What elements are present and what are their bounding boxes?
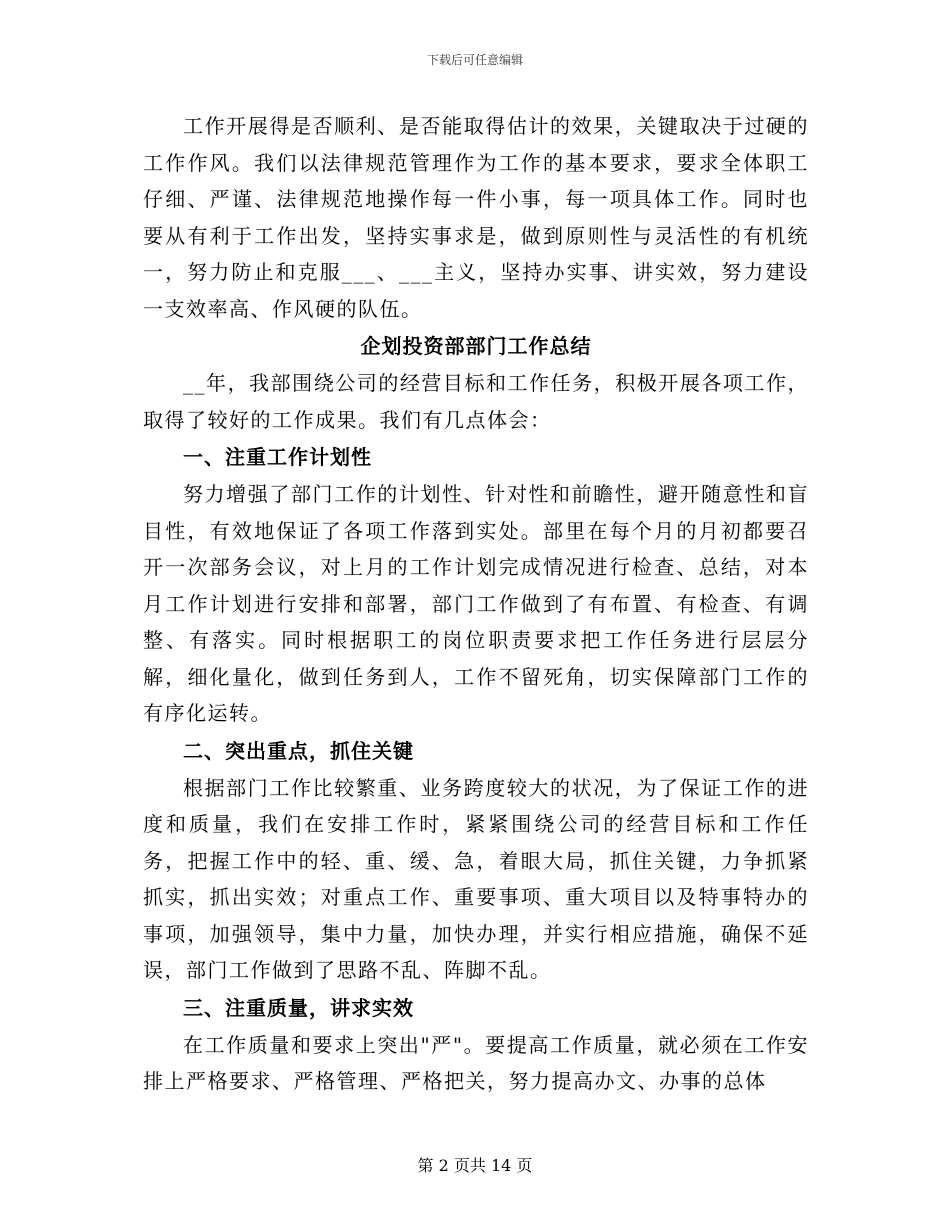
page-header-note: 下载后可任意编辑	[426, 53, 523, 67]
opening-paragraph: __年，我部围绕公司的经营目标和工作任务，积极开展各项工作，取得了较好的工作成果。我们有几点体会：	[143, 371, 809, 432]
section-body-3: 在工作质量和要求上突出"严"。要提高工作质量，就必须在工作安排上严格要求、严格管理、严格把关，努力提高办文、办事的总体	[143, 1032, 809, 1093]
section-heading-2: 二、突出重点，抓住关键	[183, 738, 414, 763]
intro-paragraph: 工作开展得是否顺利、是否能取得估计的效果，关键取决于过硬的工作作风。我们以法律规范管理作为工作的基本要求，要求全体职工仔细、严谨、法律规范地操作每一件小事，每一项具体工作。同时也要从有利于工作出发，坚持实事求是，做到原则性与灵活性的有机统一，努力防止和克服___、___主义，坚持办实事、讲实效，努力建设一支效率高、作风硬的队伍。	[143, 114, 809, 321]
section-heading-1: 一、注重工作计划性	[183, 445, 372, 469]
section-body-2: 根据部门工作比较繁重、业务跨度较大的状况，为了保证工作的进度和质量，我们在安排工作时，紧紧围绕公司的经营目标和工作任务，把握工作中的轻、重、缓、急，着眼大局，抓住关键，力争抓紧抓实，抓出实效；对重点工作、重要事项、重大项目以及特事特办的事项，加强领导，集中力量，加快办理，并实行相应措施，确保不延误，部门工作做到了思路不乱、阵脚不乱。	[143, 775, 809, 982]
document-title: 企划投资部部门工作总结	[360, 334, 592, 358]
document-body	[143, 108, 809, 1100]
section-heading-3: 三、注重质量，讲求实效	[183, 995, 414, 1020]
page-number-footer: 第 2 页共 14 页	[417, 1156, 533, 1175]
section-body-1: 努力增强了部门工作的计划性、针对性和前瞻性，避开随意性和盲目性，有效地保证了各项工作落到实处。部里在每个月的月初都要召开一次部务会议，对上月的工作计划完成情况进行检查、总结，对本月工作计划进行安排和部署，部门工作做到了有布置、有检查、有调整、有落实。同时根据职工的岗位职责要求把工作任务进行层层分解，细化量化，做到任务到人，工作不留死角，切实保障部门工作的有序化运转。	[143, 482, 809, 725]
